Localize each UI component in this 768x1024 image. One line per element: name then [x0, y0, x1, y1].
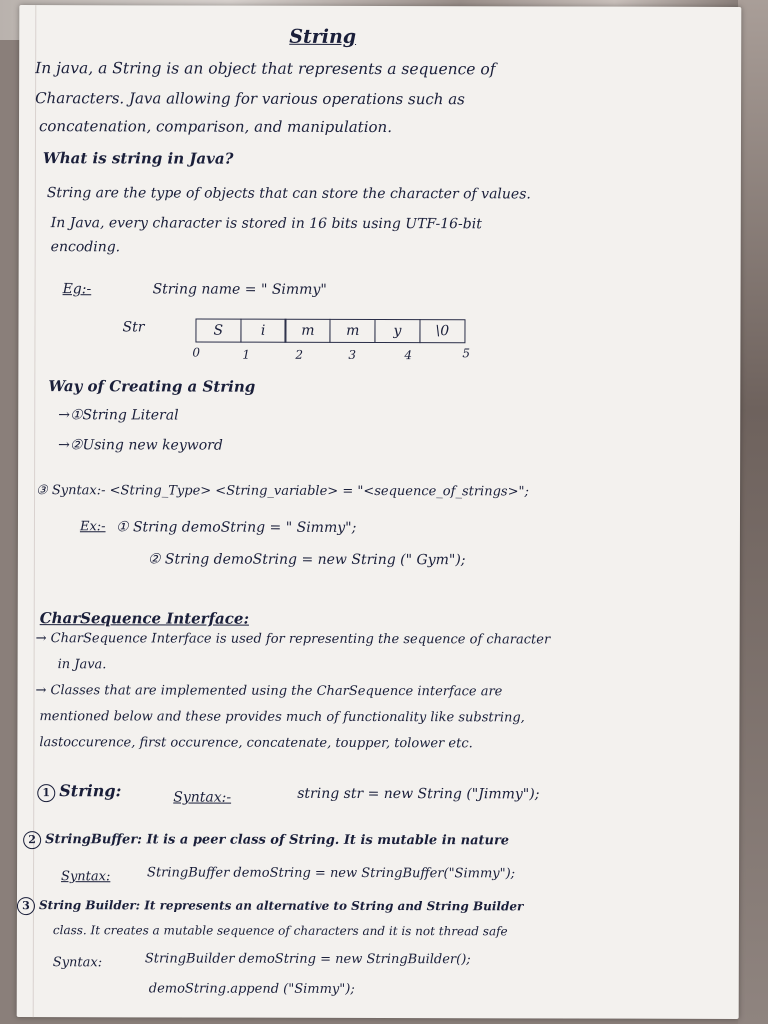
charseq-line-2: in Java. [57, 657, 107, 673]
class-builder-line-1 [17, 897, 523, 916]
intro-line-2: Characters. Java allowing for various operations such as [35, 89, 465, 109]
class-string-syntax: string str = new String ("Jimmy"); [297, 785, 540, 803]
array-index: 2 [295, 347, 304, 362]
array-index: 4 [404, 348, 413, 363]
ways-item-2: →②Using new keyword [58, 437, 223, 454]
charseq-line-1: → CharSequence Interface is used for representing the sequence of character [35, 631, 551, 648]
example-label: Eg:- [62, 281, 92, 298]
number-circle: 1 [37, 784, 55, 802]
what-line-3: encoding. [50, 239, 121, 256]
class-buffer-text: StringBuffer: It is a peer class of String. It is mutable in nature [45, 832, 510, 849]
charseq-line-5: lastoccurence, first occurence, concatenate, toupper, tolower etc. [39, 735, 473, 752]
class-buffer-syntax: StringBuffer demoString = new StringBuffer("Simmy"); [147, 865, 516, 882]
charseq-heading: CharSequence Interface: [39, 609, 250, 628]
what-line-2: In Java, every character is stored in 16 bits using UTF-16-bit [50, 215, 482, 233]
class-builder-text: String Builder: It represents an alternative to String and String Builder [38, 898, 524, 914]
class-buffer-syntax-label: Syntax: [61, 869, 111, 885]
array-index: 5 [462, 346, 471, 361]
intro-line-3: concatenation, comparison, and manipulation. [38, 117, 393, 137]
background-right [738, 0, 768, 1024]
notebook-page [17, 5, 742, 1019]
syntax-example-2: ② String demoString = new String (" Gym"); [147, 551, 466, 569]
syntax-example-1: ① String demoString = " Simmy"; [115, 519, 357, 536]
char-array [196, 319, 465, 344]
array-index: 1 [242, 347, 251, 362]
class-string-name: String: [59, 781, 122, 801]
class-builder-syntax-label: Syntax: [52, 955, 103, 971]
syntax-line: ③ Syntax:- <String_Type> <String_variable> = "<sequence_of_strings>"; [36, 483, 529, 500]
number-circle: 3 [17, 897, 35, 915]
array-cell: m [330, 319, 376, 343]
array-cell: y [375, 319, 421, 343]
syntax-example-label: Ex:- [79, 519, 106, 535]
class-builder-syntax: StringBuilder demoString = new StringBuilder(); [144, 951, 471, 968]
page-title: String [289, 25, 357, 48]
class-builder-append: demoString.append ("Simmy"); [148, 981, 355, 997]
array-cell: \0 [419, 319, 465, 343]
class-string-title [37, 781, 121, 802]
class-builder-line-2: class. It creates a mutable sequence of characters and it is not thread safe [52, 923, 508, 939]
number-circle: 2 [23, 831, 41, 849]
array-cell: S [195, 319, 241, 343]
intro-line-1: In java, a String is an object that represents a sequence of [35, 59, 496, 79]
charseq-line-4: mentioned below and these provides much of functionality like substring, [39, 709, 525, 726]
ways-item-1: →①String Literal [58, 407, 179, 424]
class-buffer-line [23, 831, 509, 850]
class-string-syntax-label: Syntax:- [173, 789, 232, 806]
margin-line [33, 5, 37, 1017]
array-cell: i [240, 319, 286, 343]
what-heading: What is string in Java? [42, 149, 234, 168]
array-index: 0 [192, 345, 201, 360]
charseq-line-3: → Classes that are implemented using the CharSequence interface are [35, 683, 503, 700]
ways-heading: Way of Creating a String [48, 377, 256, 396]
example-code: String name = " Simmy" [152, 281, 327, 298]
what-line-1: String are the type of objects that can store the character of values. [46, 185, 531, 203]
array-cell: m [285, 319, 331, 343]
array-label: Str [122, 319, 145, 336]
array-index: 3 [348, 347, 357, 362]
